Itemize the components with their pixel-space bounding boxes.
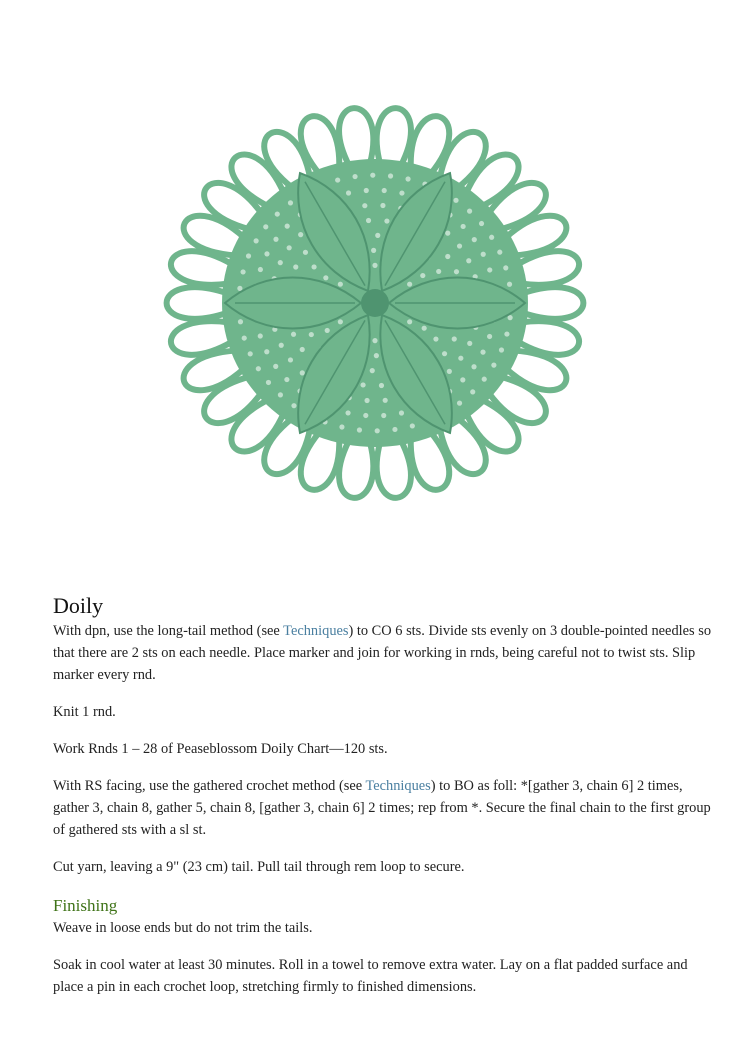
text: With dpn, use the long-tail method (see xyxy=(53,623,284,639)
text: With RS facing, use the gathered crochet method (see xyxy=(53,778,366,794)
doily-photo xyxy=(130,70,620,540)
paragraph-soak: Soak in cool water at least 30 minutes. Roll in a towel to remove extra water. Lay on a flat padded surface and place a pin in each crochet loop, stretching firmly to finished dimensions. xyxy=(53,957,688,995)
pattern-text xyxy=(53,592,713,998)
text: ) to CO 6 sts. Divide sts evenly on 3 double-pointed needles so that there are 2 sts on each needle. Place marker and join for working in rnds, being careful not to twist sts. Slip marker every rnd. xyxy=(53,623,712,683)
paragraph-cut-yarn: Cut yarn, leaving a 9" (23 cm) tail. Pull tail through rem loop to secure. xyxy=(53,859,465,875)
section-title: Doily xyxy=(53,593,104,618)
paragraph-bind-off xyxy=(53,775,713,841)
paragraph-chart: Work Rnds 1 – 28 of Peaseblossom Doily Chart—120 sts. xyxy=(53,741,388,757)
techniques-link[interactable]: Techniques xyxy=(365,778,431,794)
paragraph-cast-on xyxy=(53,620,713,686)
paragraph-weave: Weave in loose ends but do not trim the tails. xyxy=(53,920,313,936)
finishing-heading: Finishing xyxy=(53,896,118,915)
techniques-link[interactable]: Techniques xyxy=(283,623,349,639)
text: ) to BO as foll: *[gather 3, chain 6] 2 times, gather 3, chain 8, gather 5, chain 8, [gather 3, chain 6] 2 times; rep from *. Secure the final chain to the first group of gathered sts with a sl st. xyxy=(53,778,711,838)
doily-center xyxy=(361,289,389,317)
paragraph-knit: Knit 1 rnd. xyxy=(53,704,116,720)
